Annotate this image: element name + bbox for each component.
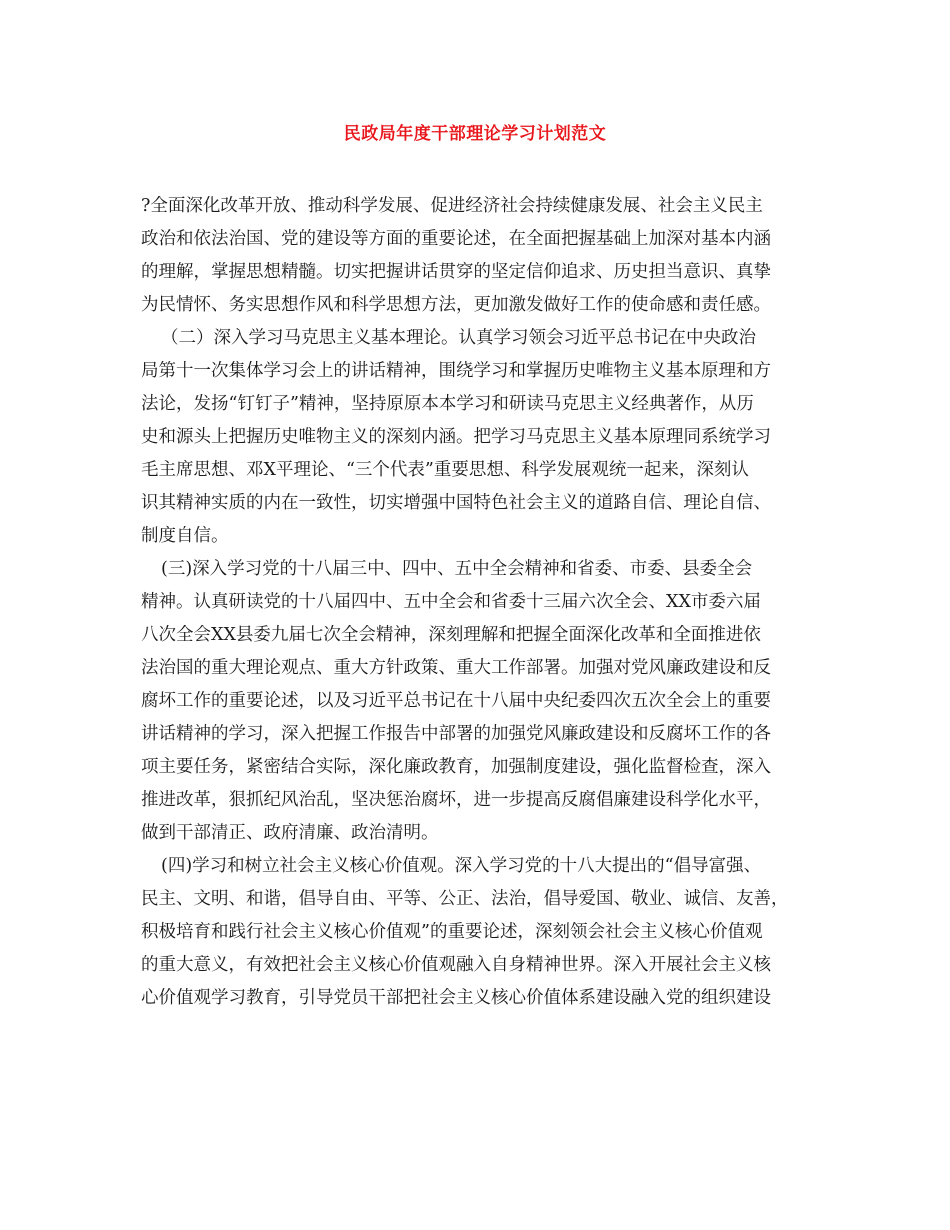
document-title: 民政局年度干部理论学习计划范文 [343, 124, 607, 144]
text-line: (三)深入学习党的十八届三中、四中、五中全会精神和省委、市委、县委全会 [161, 559, 753, 579]
text-line: 制度自信。 [141, 526, 229, 546]
text-line: 毛主席思想、邓X平理论、“三个代表”重要思想、科学发展观统一起来，深刻认 [141, 460, 749, 480]
text-line: 的理解，掌握思想精髓。切实把握讲话贯穿的坚定信仰追求、历史担当意识、真挚 [141, 262, 771, 282]
document-body [141, 190, 831, 1015]
text-line: 八次全会XX县委九届七次全会精神，深刻理解和把握全面深化改革和全面推进依 [141, 625, 761, 645]
paragraph-section-3 [141, 553, 831, 850]
text-line: 政治和依法治国、党的建设等方面的重要论述，在全面把握基础上加深对基本内涵 [141, 229, 771, 249]
text-line: 的重大意义，有效把社会主义核心价值观融入自身精神世界。深入开展社会主义核 [141, 955, 771, 975]
text-line: 心价值观学习教育，引导党员干部把社会主义核心价值体系建设融入党的组织建设 [141, 988, 771, 1008]
text-line: (四)学习和树立社会主义核心价值观。深入学习党的十八大提出的“倡导富强、 [161, 856, 762, 876]
text-line: 史和源头上把握历史唯物主义的深刻内涵。把学习马克思主义基本原理同系统学习 [141, 427, 771, 447]
text-line: 积极培育和践行社会主义核心价值观”的重要论述，深刻领会社会主义核心价值观 [141, 922, 763, 942]
text-line: 精神。认真研读党的十八届四中、五中全会和省委十三届六次全会、XX市委六届 [141, 592, 761, 612]
text-line: 项主要任务，紧密结合实际，深化廉政教育，加强制度建设，强化监督检查，深入 [141, 757, 771, 777]
text-line: 局第十一次集体学习会上的讲话精神，围绕学习和掌握历史唯物主义基本原理和方 [141, 361, 771, 381]
text-line: ?全面深化改革开放、推动科学发展、促进经济社会持续健康发展、社会主义民主 [141, 196, 763, 216]
text-line: 为民情怀、务实思想作风和科学思想方法，更加激发做好工作的使命感和责任感。 [141, 295, 771, 315]
text-line: 法治国的重大理论观点、重大方针政策、重大工作部署。加强对党风廉政建设和反 [141, 658, 771, 678]
text-line: 做到干部清正、政府清廉、政治清明。 [141, 823, 439, 843]
text-line: 法论，发扬“钉钉子”精神，坚持原原本本学习和研读马克思主义经典著作，从历 [141, 394, 754, 414]
paragraph-section-2 [141, 322, 831, 553]
text-line: （二）深入学习马克思主义基本理论。认真学习领会习近平总书记在中央政治 [161, 328, 756, 348]
paragraph-intro [141, 190, 831, 322]
text-line: 讲话精神的学习，深入把握工作报告中部署的加强党风廉政建设和反腐坏工作的各 [141, 724, 771, 744]
paragraph-section-4 [141, 850, 831, 1015]
text-line: 推进改革，狠抓纪风治乱，坚决惩治腐坏，进一步提高反腐倡廉建设科学化水平， [141, 790, 771, 810]
text-line: 腐坏工作的重要论述，以及习近平总书记在十八届中央纪委四次五次全会上的重要 [141, 691, 771, 711]
text-line: 民主、文明、和谐，倡导自由、平等、公正、法治，倡导爱国、敬业、诚信、友善， [141, 889, 789, 909]
text-line: 识其精神实质的内在一致性，切实增强中国特色社会主义的道路自信、理论自信、 [141, 493, 771, 513]
